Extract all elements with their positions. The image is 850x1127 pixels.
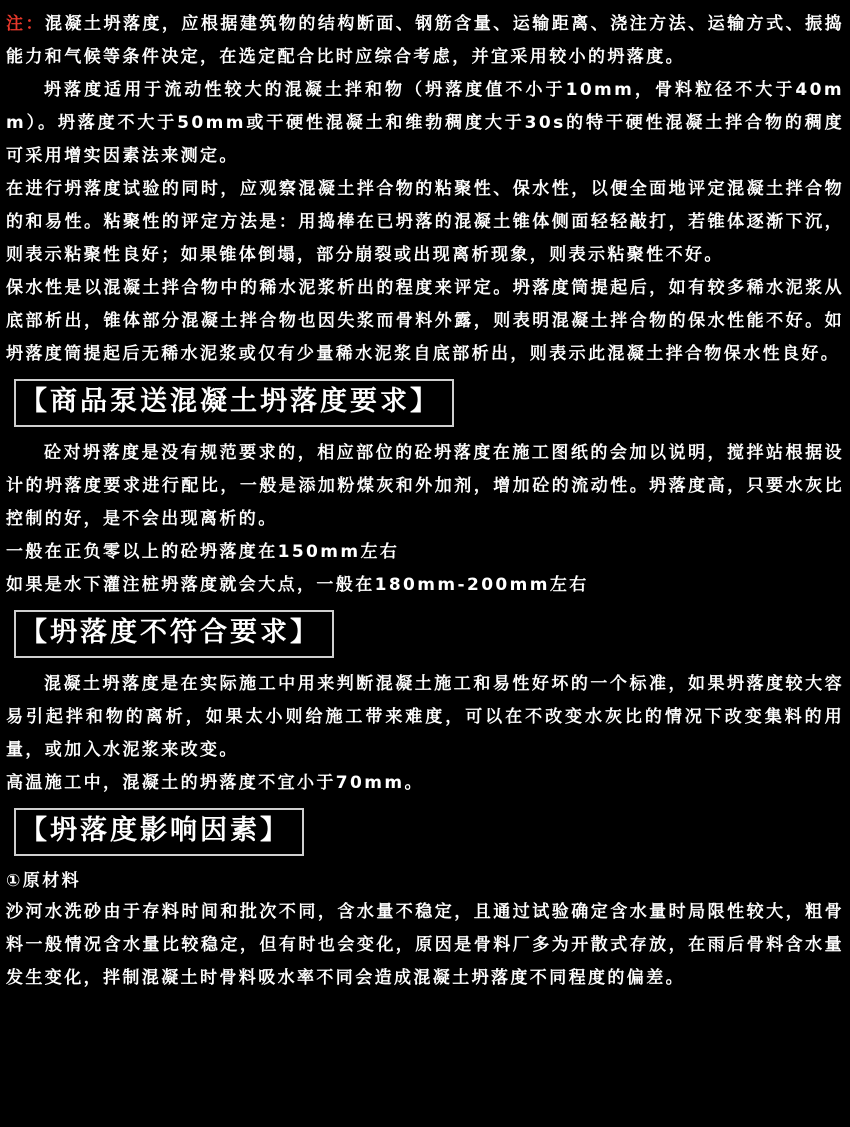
- section-heading-factors: 【坍落度影响因素】: [14, 808, 304, 856]
- factors-paragraph-sand-water: 沙河水洗砂由于存料时间和批次不同，含水量不稳定，且通过试验确定含水量时局限性较大，粗骨料一般情况含水量比较稳定，但有时也会变化，原因是骨料厂多为开散式存放，在雨后骨料含水量发生变化，拌制混凝土时骨料吸水率不同会造成混凝土坍落度不同程度的偏差。: [6, 902, 844, 988]
- note-paragraph: [6, 8, 844, 74]
- factors-subheading-raw-materials: ①原材料: [6, 871, 81, 891]
- note-text: 混凝土坍落度，应根据建筑物的结构断面、钢筋含量、运输距离、浇注方法、运输方式、振捣能力和气候等条件决定，在选定配合比时应综合考虑，并宜采用较小的坍落度。: [6, 14, 844, 67]
- nonconform-paragraph-standard: 混凝土坍落度是在实际施工中用来判断混凝土施工和易性好坏的一个标准，如果坍落度较大容易引起拌和物的离析，如果太小则给施工带来难度，可以在不改变水灰比的情况下改变集料的用量，或加入水泥浆来改变。: [6, 674, 844, 760]
- intro-paragraph-slump-scope: 坍落度适用于流动性较大的混凝土拌和物（坍落度值不小于10mm，骨料粒径不大于40mm）。坍落度不大于50mm或干硬性混凝土和维勃稠度大于30s的特干硬性混凝土拌合物的稠度可采用增实因素法来测定。: [6, 80, 844, 166]
- section-heading-pump-concrete: 【商品泵送混凝土坍落度要求】: [14, 379, 454, 427]
- pump-paragraph-underwater-pile: 如果是水下灌注桩坍落度就会大点，一般在180mm-200mm左右: [6, 575, 589, 595]
- intro-paragraph-cohesion: 在进行坍落度试验的同时，应观察混凝土拌合物的粘聚性、保水性，以便全面地评定混凝土拌合物的和易性。粘聚性的评定方法是：用捣棒在已坍落的混凝土锥体侧面轻轻敲打，若锥体逐渐下沉，则表示粘聚性良好；如果锥体倒塌，部分崩裂或出现离析现象，则表示粘聚性不好。: [6, 179, 844, 265]
- pump-paragraph-requirements: 砼对坍落度是没有规范要求的，相应部位的砼坍落度在施工图纸的会加以说明，搅拌站根据设计的坍落度要求进行配比，一般是添加粉煤灰和外加剂，增加砼的流动性。坍落度高，只要水灰比控制的好，是不会出现离析的。: [6, 443, 844, 529]
- section-heading-nonconforming: 【坍落度不符合要求】: [14, 610, 334, 658]
- note-label: 注：: [6, 14, 45, 34]
- pump-paragraph-above-zero: 一般在正负零以上的砼坍落度在150mm左右: [6, 542, 400, 562]
- nonconform-paragraph-high-temp: 高温施工中，混凝土的坍落度不宜小于70mm。: [6, 773, 424, 793]
- intro-paragraph-water-retention: 保水性是以混凝土拌合物中的稀水泥浆析出的程度来评定。坍落度筒提起后，如有较多稀水泥浆从底部析出，锥体部分混凝土拌合物也因失浆而骨料外露，则表明混凝土拌合物的保水性能不好。如坍落度筒提起后无稀水泥浆或仅有少量稀水泥浆自底部析出，则表示此混凝土拌合物保水性良好。: [6, 278, 844, 364]
